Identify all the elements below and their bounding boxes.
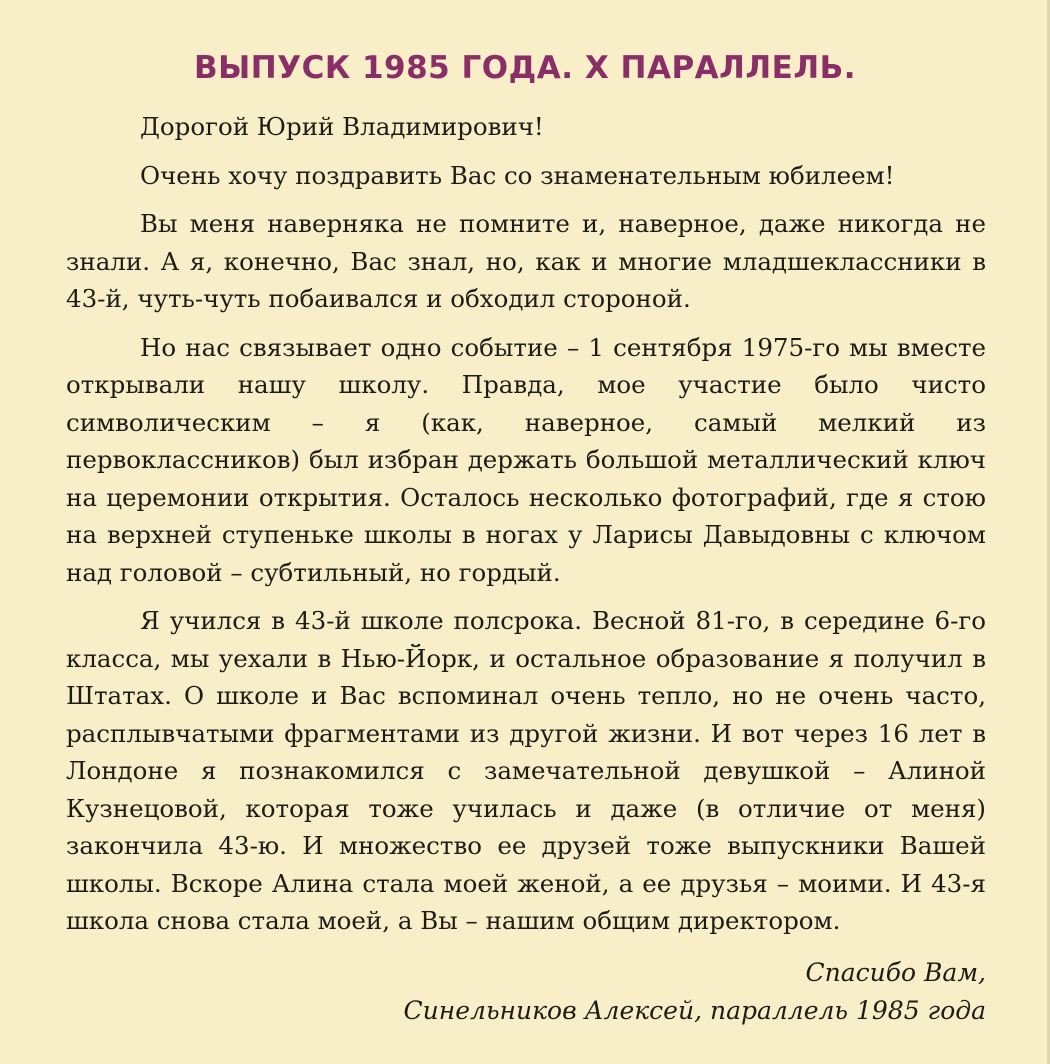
page-title: ВЫПУСК 1985 ГОДА. X ПАРАЛЛЕЛЬ. bbox=[194, 50, 856, 86]
signature-author: Синельников Алексей, параллель 1985 года bbox=[403, 996, 986, 1025]
paragraph-memory: Вы меня наверняка не помните и, наверное, даже никогда не знали. А я, конечно, Вас знал, но, как и многие младшеклассники в 43-й, чуть-чуть побаивался и обходил стороной. bbox=[66, 209, 986, 313]
paragraph-school-opening: Но нас связывает одно событие – 1 сентября 1975-го мы вместе открывали нашу школу. Правда, мое участие было чисто символическим – я (как, наверное, самый мелкий из первоклассников) был избран держать большой металлический ключ на церемонии открытия. Осталось несколько фотографий, где я стою на верхней ступеньке школы в ногах у Ларисы Давыдовны с ключом над головой – субтильный, но гордый. bbox=[66, 332, 986, 587]
greeting: Дорогой Юрий Владимирович! bbox=[140, 112, 544, 141]
congratulation-line: Очень хочу поздравить Вас со знаменательным юбилеем! bbox=[140, 160, 895, 190]
signature-thanks: Спасибо Вам, bbox=[805, 958, 986, 987]
paragraph-life-story: Я учился в 43-й школе полсрока. Весной 81-го, в середине 6-го класса, мы уехали в Нью-Йорк, и остальное образование я получил в Штатах. О школе и Вас вспоминал очень тепло, но не очень часто, расплывчатыми фрагментами из другой жизни. И вот через 16 лет в Лондоне я познакомился с замечательной девушкой – Алиной Кузнецовой, которая тоже училась и даже (в отличие от меня) закончила 43-ю. И множество ее друзей тоже выпускники Вашей школы. Вскоре Алина стала моей женой, а ее друзья – моими. И 43-я школа снова стала моей, а Вы – нашим общим директором. bbox=[66, 606, 986, 935]
letter-body bbox=[66, 108, 986, 951]
signature-block bbox=[404, 954, 986, 1030]
